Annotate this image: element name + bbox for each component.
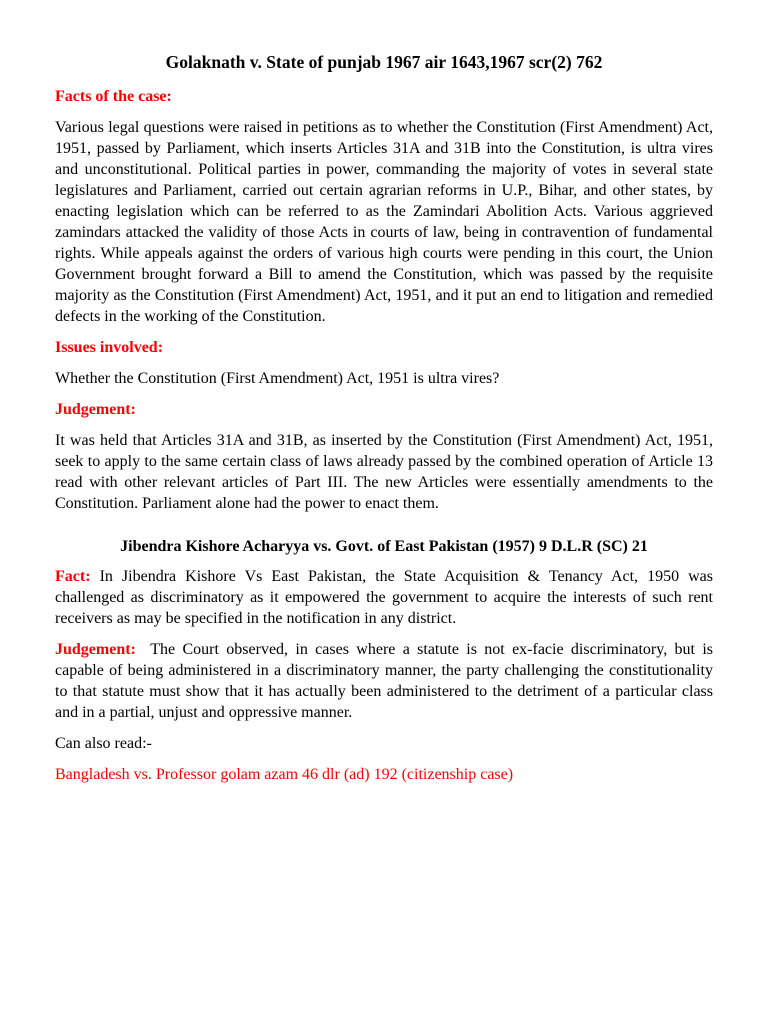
fact-text: In Jibendra Kishore Vs East Pakistan, the State Acquisition & Tenancy Act, 1950 was challenged as discriminatory as it empowered the government to acquire the interests of such rent receivers as may be specified in the notification in any district. <box>55 568 713 627</box>
case-title-jibendra: Jibendra Kishore Acharyya vs. Govt. of East Pakistan (1957) 9 D.L.R (SC) 21 <box>120 538 648 555</box>
reference-line: Bangladesh vs. Professor golam azam 46 dlr (ad) 192 (citizenship case) <box>55 766 514 783</box>
judgement2-paragraph <box>55 639 717 723</box>
fact-paragraph <box>55 566 713 629</box>
facts-heading: Facts of the case: <box>55 88 172 105</box>
fact-label: Fact: <box>55 568 91 585</box>
facts-paragraph: Various legal questions were raised in petitions as to whether the Constitution (First Amendment) Act, 1951, passed by Parliament, which inserts Articles 31A and 31B into the Constitution, is ultra vires and unconstitutional. Political parties in power, commanding the majority of votes in several state legislatures and Parliament, carried out certain agrarian reforms in U.P., Bihar, and other states, by enacting legislation which can be referred to as the Zamindari Abolition Acts. Various aggrieved zamindars attacked the validity of those Acts in courts of law, being in contravention of fundamental rights. While appeals against the orders of various high courts were pending in this court, the Union Government brought forward a Bill to amend the Constitution, which was passed by the requisite majority as the Constitution (First Amendment) Act, 1951, and it put an end to litigation and remedied defects in the working of the Constitution. <box>55 119 713 325</box>
issues-paragraph: Whether the Constitution (First Amendment) Act, 1951 is ultra vires? <box>55 370 500 387</box>
judgement2-text: The Court observed, in cases where a statute is not ex-facie discriminatory, but is capable of being administered in a discriminatory manner, the party challenging the constitutionality to that statute must show that it has actually been administered to the detriment of a particular class and in a partial, unjust and oppressive manner. <box>55 641 717 721</box>
also-read-line: Can also read:- <box>55 735 152 752</box>
case-title-golaknath: Golaknath v. State of punjab 1967 air 1643,1967 scr(2) 762 <box>165 52 603 72</box>
issues-heading: Issues involved: <box>55 339 164 356</box>
judgement-heading: Judgement: <box>55 401 136 418</box>
judgement2-label: Judgement: <box>55 641 136 658</box>
judgement-paragraph: It was held that Articles 31A and 31B, as inserted by the Constitution (First Amendment) Act, 1951, seek to apply to the same certain class of laws already passed by the combined operation of Article 13 read with other relevant articles of Part III. The new Articles were essentially amendments to the Constitution. Parliament alone had the power to enact them. <box>55 432 713 512</box>
